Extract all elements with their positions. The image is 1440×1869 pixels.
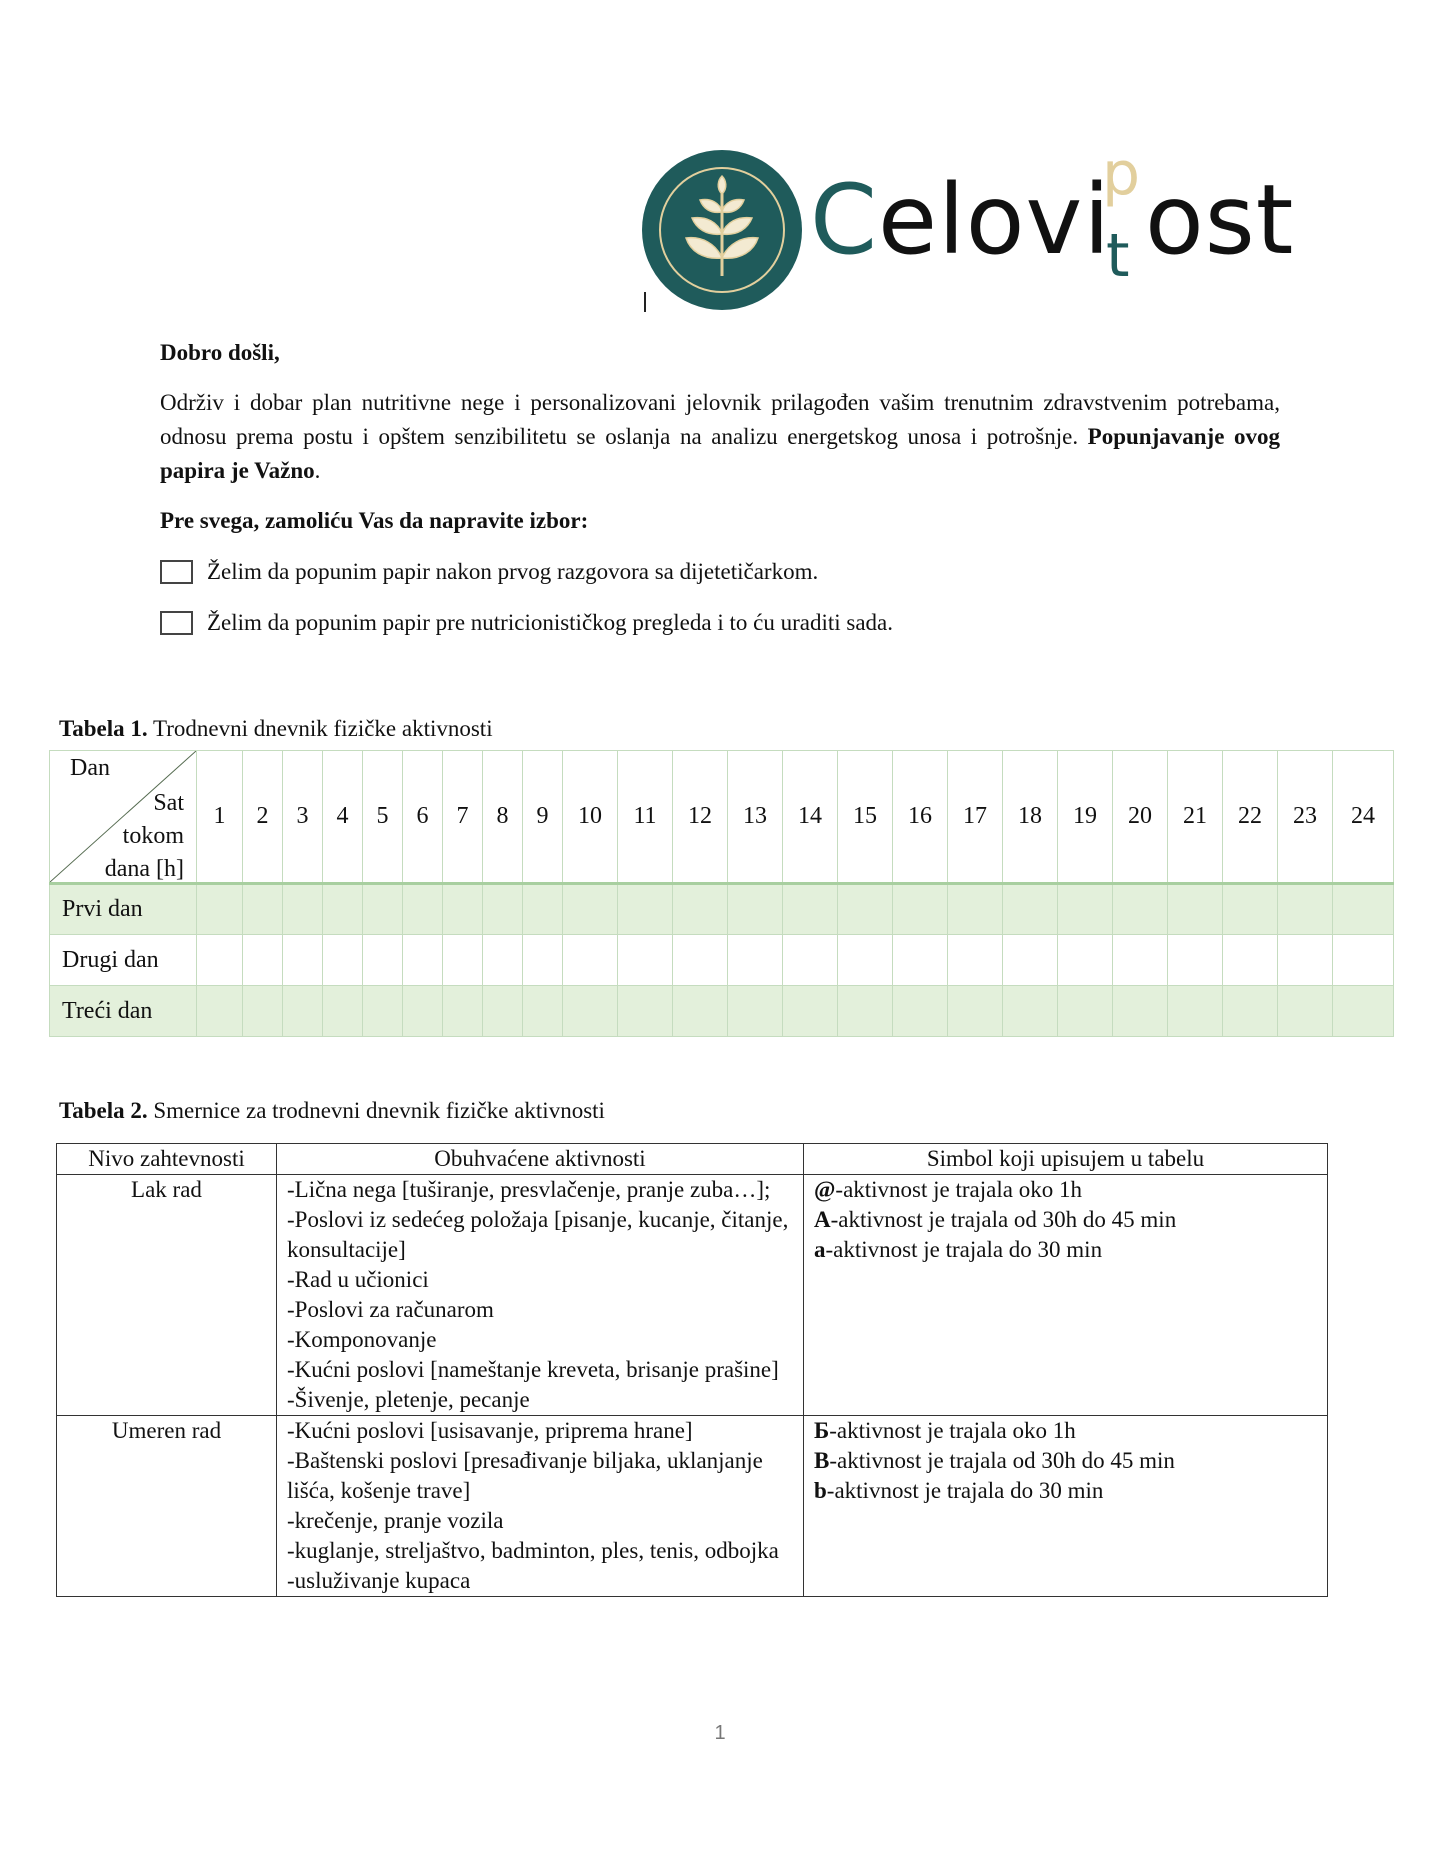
symbol-mark: A xyxy=(814,1207,831,1232)
hour-header: 16 xyxy=(893,751,948,884)
hour-header: 20 xyxy=(1113,751,1168,884)
log-cell[interactable] xyxy=(1058,986,1113,1037)
log-cell[interactable] xyxy=(783,884,838,935)
brand-name-main: elovi xyxy=(878,164,1111,276)
header-symbol: Simbol koji upisujem u tabelu xyxy=(804,1144,1328,1175)
log-cell[interactable] xyxy=(1223,935,1278,986)
option-after-consult[interactable] xyxy=(160,555,1280,589)
log-cell[interactable] xyxy=(523,935,563,986)
day-label: Drugi dan xyxy=(50,935,197,986)
choice-title: Pre svega, zamoliću Vas da napravite izbor: xyxy=(160,508,589,533)
activity-item: -krečenje, pranje vozila xyxy=(287,1508,504,1533)
guideline-row xyxy=(57,1175,1328,1416)
log-cell[interactable] xyxy=(563,935,618,986)
symbol-item xyxy=(814,1235,1317,1265)
log-cell[interactable] xyxy=(483,986,523,1037)
symbol-mark: b xyxy=(814,1478,827,1503)
day-label: Prvi dan xyxy=(50,884,197,935)
log-cell[interactable] xyxy=(1333,935,1394,986)
hour-header: 22 xyxy=(1223,751,1278,884)
log-cell[interactable] xyxy=(838,935,893,986)
checkbox-after-consult[interactable] xyxy=(160,560,193,584)
log-cell[interactable] xyxy=(283,986,323,1037)
log-cell[interactable] xyxy=(1168,935,1223,986)
hour-header: 12 xyxy=(673,751,728,884)
checkbox-before-exam[interactable] xyxy=(160,611,193,635)
corner-hour-line: tokom xyxy=(122,823,184,849)
hour-header: 10 xyxy=(563,751,618,884)
hour-header: 14 xyxy=(783,751,838,884)
log-cell[interactable] xyxy=(1333,884,1394,935)
hour-header: 24 xyxy=(1333,751,1394,884)
hour-header: 4 xyxy=(323,751,363,884)
symbol-mark: @ xyxy=(814,1177,836,1202)
hour-header: 13 xyxy=(728,751,783,884)
log-cell[interactable] xyxy=(893,935,948,986)
cursor-mark xyxy=(644,292,646,312)
activity-item: -Baštenski poslovi [presađivanje biljaka, uklanjanje lišća, košenje trave] xyxy=(287,1448,763,1503)
symbol-meaning: -aktivnost je trajala od 30h do 45 min xyxy=(829,1448,1175,1473)
log-cell[interactable] xyxy=(728,884,783,935)
brand-name-tail: ost xyxy=(1144,164,1295,276)
log-cell[interactable] xyxy=(948,986,1003,1037)
log-cell[interactable] xyxy=(1278,884,1333,935)
log-cell[interactable] xyxy=(1168,884,1223,935)
intro-section xyxy=(160,336,1280,640)
log-cell[interactable] xyxy=(1168,986,1223,1037)
log-cell[interactable] xyxy=(523,986,563,1037)
activity-item: -Šivenje, pletenje, pecanje xyxy=(287,1387,530,1412)
log-cell[interactable] xyxy=(783,935,838,986)
log-cell[interactable] xyxy=(618,986,673,1037)
hour-header: 18 xyxy=(1003,751,1058,884)
log-cell[interactable] xyxy=(403,884,443,935)
greeting: Dobro došli, xyxy=(160,340,280,365)
brand-initial: C xyxy=(810,164,879,276)
day-label: Treći dan xyxy=(50,986,197,1037)
symbol-mark: B xyxy=(814,1448,830,1473)
header-level: Nivo zahtevnosti xyxy=(57,1144,277,1175)
table1-caption-label: Tabela 1. xyxy=(59,716,148,741)
log-cell[interactable] xyxy=(1058,935,1113,986)
log-cell[interactable] xyxy=(243,884,283,935)
log-cell[interactable] xyxy=(197,986,243,1037)
corner-hour-line: dana [h] xyxy=(104,856,184,882)
log-cell[interactable] xyxy=(563,884,618,935)
activity-item: -Komponovanje xyxy=(287,1327,437,1352)
symbol-meaning: -aktivnost je trajala do 30 min xyxy=(826,1478,1104,1503)
log-cell[interactable] xyxy=(1278,935,1333,986)
log-cell[interactable] xyxy=(783,986,838,1037)
corner-header xyxy=(50,751,197,884)
log-cell[interactable] xyxy=(673,884,728,935)
log-cell[interactable] xyxy=(1113,884,1168,935)
log-cell[interactable] xyxy=(728,986,783,1037)
log-cell[interactable] xyxy=(618,935,673,986)
option-label: Želim da popunim papir nakon prvog razgovora sa dijetetičarkom. xyxy=(207,559,819,584)
symbol-mark: a xyxy=(814,1237,826,1262)
intro-paragraph xyxy=(160,386,1280,488)
log-cell[interactable] xyxy=(323,935,363,986)
log-cell[interactable] xyxy=(403,986,443,1037)
log-cell[interactable] xyxy=(673,986,728,1037)
leaf-emblem-icon xyxy=(640,148,804,312)
corner-hour-label xyxy=(105,787,184,886)
activity-item: -kuglanje, streljaštvo, badminton, ples, tenis, odbojka xyxy=(287,1538,779,1563)
symbol-meaning: -aktivnost je trajala od 30h do 45 min xyxy=(830,1207,1177,1232)
hour-header: 8 xyxy=(483,751,523,884)
symbol-item xyxy=(814,1416,1317,1446)
log-cell[interactable] xyxy=(1113,935,1168,986)
activity-item: -usluživanje kupaca xyxy=(287,1568,471,1593)
hour-header: 23 xyxy=(1278,751,1333,884)
log-cell[interactable] xyxy=(283,884,323,935)
log-cell[interactable] xyxy=(403,935,443,986)
log-cell[interactable] xyxy=(618,884,673,935)
option-before-exam[interactable] xyxy=(160,606,1280,640)
log-cell[interactable] xyxy=(283,935,323,986)
guideline-row xyxy=(57,1416,1328,1597)
symbol-item xyxy=(814,1205,1317,1235)
hour-header: 19 xyxy=(1058,751,1113,884)
hour-header: 2 xyxy=(243,751,283,884)
level-cell: Lak rad xyxy=(57,1175,277,1416)
log-cell[interactable] xyxy=(563,986,618,1037)
log-cell[interactable] xyxy=(948,884,1003,935)
log-cell[interactable] xyxy=(443,884,483,935)
guidelines-table xyxy=(56,1143,1328,1597)
table1-caption-title: Trodnevni dnevnik fizičke aktivnosti xyxy=(147,716,493,741)
hour-header: 9 xyxy=(523,751,563,884)
symbol-meaning: -aktivnost je trajala do 30 min xyxy=(825,1237,1103,1262)
page-number: 1 xyxy=(714,1722,726,1744)
log-cell[interactable] xyxy=(323,986,363,1037)
log-cell[interactable] xyxy=(1223,884,1278,935)
log-cell[interactable] xyxy=(728,935,783,986)
day-row xyxy=(50,986,1394,1037)
brand-logo xyxy=(640,139,1295,328)
activity-item: -Kućni poslovi [usisavanje, priprema hrane] xyxy=(287,1418,693,1443)
symbols-cell xyxy=(804,1175,1328,1416)
symbol-mark: Б xyxy=(814,1418,830,1443)
log-cell[interactable] xyxy=(323,884,363,935)
log-cell[interactable] xyxy=(1223,986,1278,1037)
log-cell[interactable] xyxy=(838,986,893,1037)
important-note-end: . xyxy=(314,458,321,483)
log-cell[interactable] xyxy=(1003,884,1058,935)
activity-item: -Lična nega [tuširanje, presvlačenje, pranje zuba…]; xyxy=(287,1177,771,1202)
hour-header: 6 xyxy=(403,751,443,884)
corner-day-label: Dan xyxy=(70,755,110,781)
log-cell[interactable] xyxy=(838,884,893,935)
level-cell: Umeren rad xyxy=(57,1416,277,1597)
header-activities: Obuhvaćene aktivnosti xyxy=(277,1144,804,1175)
brand-letter-p: p xyxy=(1102,139,1141,209)
log-cell[interactable] xyxy=(483,884,523,935)
log-cell[interactable] xyxy=(363,986,403,1037)
log-cell[interactable] xyxy=(363,884,403,935)
log-cell[interactable] xyxy=(1113,986,1168,1037)
symbol-meaning: -aktivnost je trajala oko 1h xyxy=(829,1418,1076,1443)
symbol-item xyxy=(814,1476,1317,1506)
brand-wordmark xyxy=(810,164,1295,276)
hour-header: 7 xyxy=(443,751,483,884)
activities-cell xyxy=(277,1175,804,1416)
day-row xyxy=(50,884,1394,935)
day-row xyxy=(50,935,1394,986)
log-cell[interactable] xyxy=(893,884,948,935)
option-label: Želim da popunim papir pre nutricionističkog pregleda i to ću uraditi sada. xyxy=(207,610,893,635)
table2-caption xyxy=(59,1098,605,1124)
log-cell[interactable] xyxy=(243,935,283,986)
symbols-cell xyxy=(804,1416,1328,1597)
symbol-item xyxy=(814,1175,1317,1205)
log-cell[interactable] xyxy=(1333,986,1394,1037)
table2-caption-title: Smernice za trodnevni dnevnik fizičke aktivnosti xyxy=(147,1098,605,1123)
log-cell[interactable] xyxy=(893,986,948,1037)
important-note: Popunjavanje ovog papira je Važno xyxy=(160,424,1280,483)
activity-item: -Poslovi iz sedećeg položaja [pisanje, kucanje, čitanje, konsultacije] xyxy=(287,1207,789,1262)
log-cell[interactable] xyxy=(1058,884,1113,935)
symbol-meaning: -aktivnost je trajala oko 1h xyxy=(835,1177,1082,1202)
brand-letter-t: t xyxy=(1106,221,1130,291)
log-cell[interactable] xyxy=(197,935,243,986)
intro-paragraph-text: Održiv i dobar plan nutritivne nege i personalizovani jelovnik prilagođen vašim trenutnim zdravstvenim potrebama, odnosu prema postu i opštem senzibilitetu se oslanja na analizu energetskog unosa i potrošnje. xyxy=(160,390,1280,449)
activity-item: -Kućni poslovi [nameštanje kreveta, brisanje prašine] xyxy=(287,1357,779,1382)
hour-header: 5 xyxy=(363,751,403,884)
log-cell[interactable] xyxy=(523,884,563,935)
hour-header: 15 xyxy=(838,751,893,884)
hour-header: 17 xyxy=(948,751,1003,884)
log-cell[interactable] xyxy=(1278,986,1333,1037)
log-cell[interactable] xyxy=(1003,935,1058,986)
corner-hour-line: Sat xyxy=(153,790,184,816)
log-cell[interactable] xyxy=(483,935,523,986)
log-cell[interactable] xyxy=(673,935,728,986)
table1-caption xyxy=(59,716,493,742)
hour-header: 3 xyxy=(283,751,323,884)
log-cell[interactable] xyxy=(443,986,483,1037)
table2-caption-label: Tabela 2. xyxy=(59,1098,148,1123)
log-cell[interactable] xyxy=(1003,986,1058,1037)
log-cell[interactable] xyxy=(197,884,243,935)
symbol-item xyxy=(814,1446,1317,1476)
hour-header: 21 xyxy=(1168,751,1223,884)
activities-cell xyxy=(277,1416,804,1597)
log-cell[interactable] xyxy=(243,986,283,1037)
log-cell[interactable] xyxy=(948,935,1003,986)
hour-header: 1 xyxy=(197,751,243,884)
log-cell[interactable] xyxy=(363,935,403,986)
log-cell[interactable] xyxy=(443,935,483,986)
activity-item: -Rad u učionici xyxy=(287,1267,429,1292)
activity-item: -Poslovi za računarom xyxy=(287,1297,494,1322)
hour-header: 11 xyxy=(618,751,673,884)
activity-log-table xyxy=(49,750,1394,1037)
